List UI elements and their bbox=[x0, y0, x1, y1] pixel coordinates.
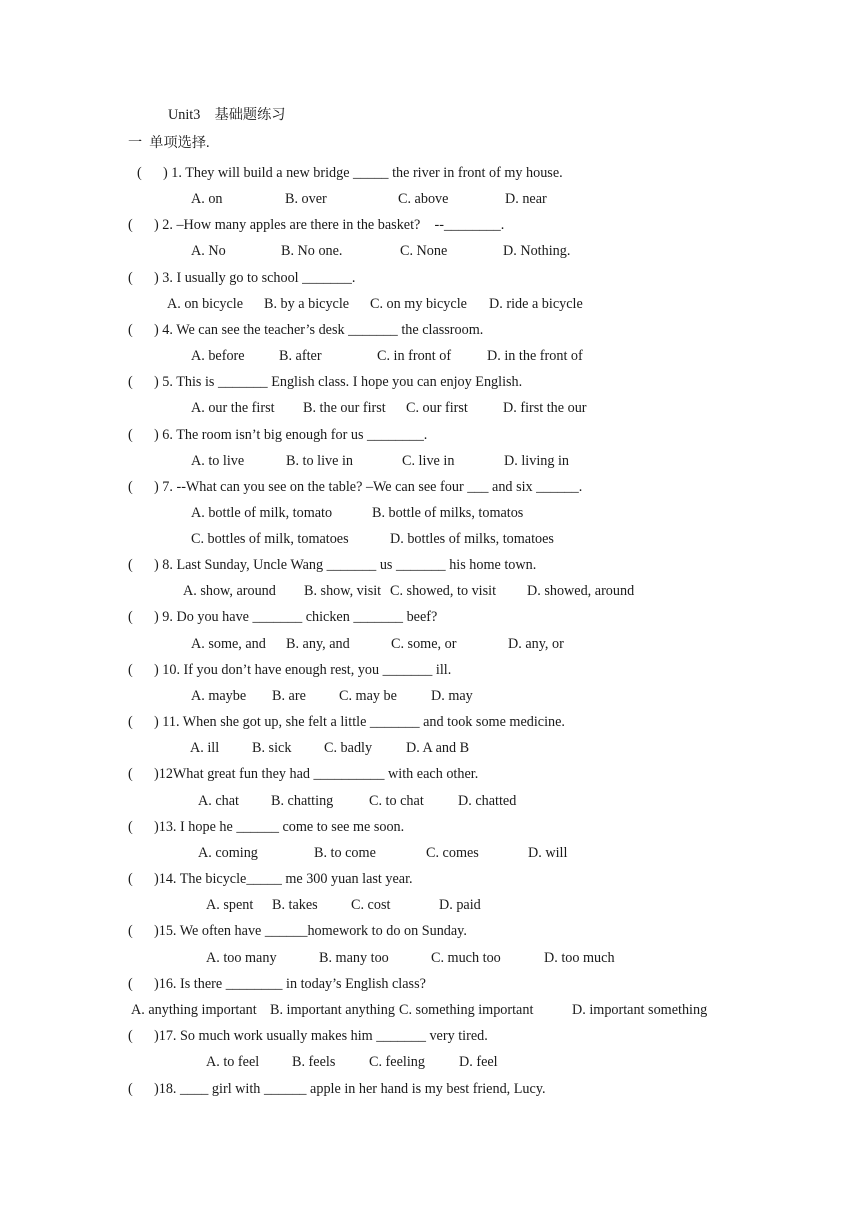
option-b: B. the our first bbox=[303, 400, 386, 416]
option-a: A. to feel bbox=[206, 1054, 260, 1070]
question-stem: ( ) 10. If you don’t have enough rest, you _______ ill. bbox=[128, 662, 452, 678]
option-b: B. bottle of milks, tomatos bbox=[372, 505, 524, 521]
option-a: A. No bbox=[191, 243, 226, 259]
option-a: A. coming bbox=[198, 845, 258, 861]
question-stem: ( ) 6. The room isn’t big enough for us ________. bbox=[128, 427, 428, 443]
option-a: A. chat bbox=[198, 793, 239, 809]
question-stem: ( )17. So much work usually makes him _______ very tired. bbox=[128, 1028, 488, 1044]
option-b: B. after bbox=[279, 348, 322, 364]
question-stem: ( ) 11. When she got up, she felt a little _______ and took some medicine. bbox=[128, 714, 565, 730]
option-a: A. anything important bbox=[131, 1002, 257, 1018]
option-b: B. takes bbox=[272, 897, 318, 913]
option-c: C. on my bicycle bbox=[370, 296, 467, 312]
option-c: C. bottles of milk, tomatoes bbox=[191, 531, 349, 547]
page-title: Unit3 基础题练习 bbox=[168, 107, 286, 123]
option-c: C. our first bbox=[406, 400, 468, 416]
option-b: B. by a bicycle bbox=[264, 296, 350, 312]
option-b: B. sick bbox=[252, 740, 292, 756]
option-d: D. bottles of milks, tomatoes bbox=[390, 531, 554, 547]
option-a: A. to live bbox=[191, 453, 245, 469]
question-stem: ( ) 4. We can see the teacher’s desk _______ the classroom. bbox=[128, 322, 484, 338]
question-stem: ( ) 1. They will build a new bridge _____ the river in front of my house. bbox=[137, 165, 563, 181]
option-a: A. on bbox=[191, 191, 223, 207]
option-d: D. paid bbox=[439, 897, 481, 913]
option-a: A. before bbox=[191, 348, 245, 364]
option-c: C. showed, to visit bbox=[390, 583, 497, 599]
question-stem: ( )14. The bicycle_____ me 300 yuan last year. bbox=[128, 871, 413, 887]
option-d: D. A and B bbox=[406, 740, 470, 756]
option-b: B. many too bbox=[319, 950, 389, 966]
question-stem: ( ) 9. Do you have _______ chicken _______ beef? bbox=[128, 609, 438, 625]
option-a: A. ill bbox=[190, 740, 220, 756]
option-d: D. near bbox=[505, 191, 547, 207]
question-stem: ( ) 2. –How many apples are there in the basket? --________. bbox=[128, 217, 505, 233]
option-c: C. comes bbox=[426, 845, 479, 861]
option-d: D. showed, around bbox=[527, 583, 635, 599]
option-d: D. will bbox=[528, 845, 568, 861]
question-stem: ( )18. ____ girl with ______ apple in her hand is my best friend, Lucy. bbox=[128, 1081, 546, 1097]
option-d: D. first the our bbox=[503, 400, 587, 416]
option-c: C. cost bbox=[351, 897, 391, 913]
option-d: D. any, or bbox=[508, 636, 564, 652]
option-c: C. something important bbox=[399, 1002, 534, 1018]
option-d: D. may bbox=[431, 688, 473, 704]
option-c: C. in front of bbox=[377, 348, 452, 364]
option-d: D. feel bbox=[459, 1054, 498, 1070]
option-d: D. important something bbox=[572, 1002, 708, 1018]
option-a: A. on bicycle bbox=[167, 296, 244, 312]
question-stem: ( )15. We often have ______homework to do on Sunday. bbox=[128, 923, 467, 939]
option-a: A. our the first bbox=[191, 400, 275, 416]
question-stem: ( )16. Is there ________ in today’s English class? bbox=[128, 976, 426, 992]
option-d: D. chatted bbox=[458, 793, 517, 809]
option-c: C. above bbox=[398, 191, 449, 207]
option-b: B. show, visit bbox=[304, 583, 382, 599]
option-b: B. chatting bbox=[271, 793, 334, 809]
option-a: A. too many bbox=[206, 950, 277, 966]
option-a: A. spent bbox=[206, 897, 254, 913]
option-b: B. to come bbox=[314, 845, 376, 861]
option-c: C. much too bbox=[431, 950, 501, 966]
option-b: B. are bbox=[272, 688, 306, 704]
option-a: A. show, around bbox=[183, 583, 276, 599]
question-stem: ( )12What great fun they had __________ with each other. bbox=[128, 766, 479, 782]
option-c: C. feeling bbox=[369, 1054, 425, 1070]
option-c: C. to chat bbox=[369, 793, 424, 809]
option-c: C. badly bbox=[324, 740, 373, 756]
option-d: D. Nothing. bbox=[503, 243, 571, 259]
option-a: A. maybe bbox=[191, 688, 247, 704]
option-a: A. bottle of milk, tomato bbox=[191, 505, 333, 521]
option-b: B. important anything bbox=[270, 1002, 395, 1018]
option-b: B. to live in bbox=[286, 453, 353, 469]
section-heading: 一 单项选择. bbox=[128, 135, 210, 151]
option-b: B. No one. bbox=[281, 243, 343, 259]
option-a: A. some, and bbox=[191, 636, 266, 652]
question-stem: ( ) 7. --What can you see on the table? –We can see four ___ and six ______. bbox=[128, 479, 583, 495]
question-stem: ( ) 3. I usually go to school _______. bbox=[128, 270, 356, 286]
option-b: B. over bbox=[285, 191, 327, 207]
option-b: B. any, and bbox=[286, 636, 350, 652]
question-stem: ( ) 5. This is _______ English class. I hope you can enjoy English. bbox=[128, 374, 523, 390]
option-c: C. some, or bbox=[391, 636, 457, 652]
option-d: D. ride a bicycle bbox=[489, 296, 583, 312]
option-d: D. in the front of bbox=[487, 348, 583, 364]
option-d: D. too much bbox=[544, 950, 615, 966]
question-stem: ( )13. I hope he ______ come to see me soon. bbox=[128, 819, 405, 835]
option-c: C. None bbox=[400, 243, 448, 259]
option-d: D. living in bbox=[504, 453, 570, 469]
option-c: C. may be bbox=[339, 688, 397, 704]
option-c: C. live in bbox=[402, 453, 455, 469]
option-b: B. feels bbox=[292, 1054, 336, 1070]
question-stem: ( ) 8. Last Sunday, Uncle Wang _______ us _______ his home town. bbox=[128, 557, 537, 573]
